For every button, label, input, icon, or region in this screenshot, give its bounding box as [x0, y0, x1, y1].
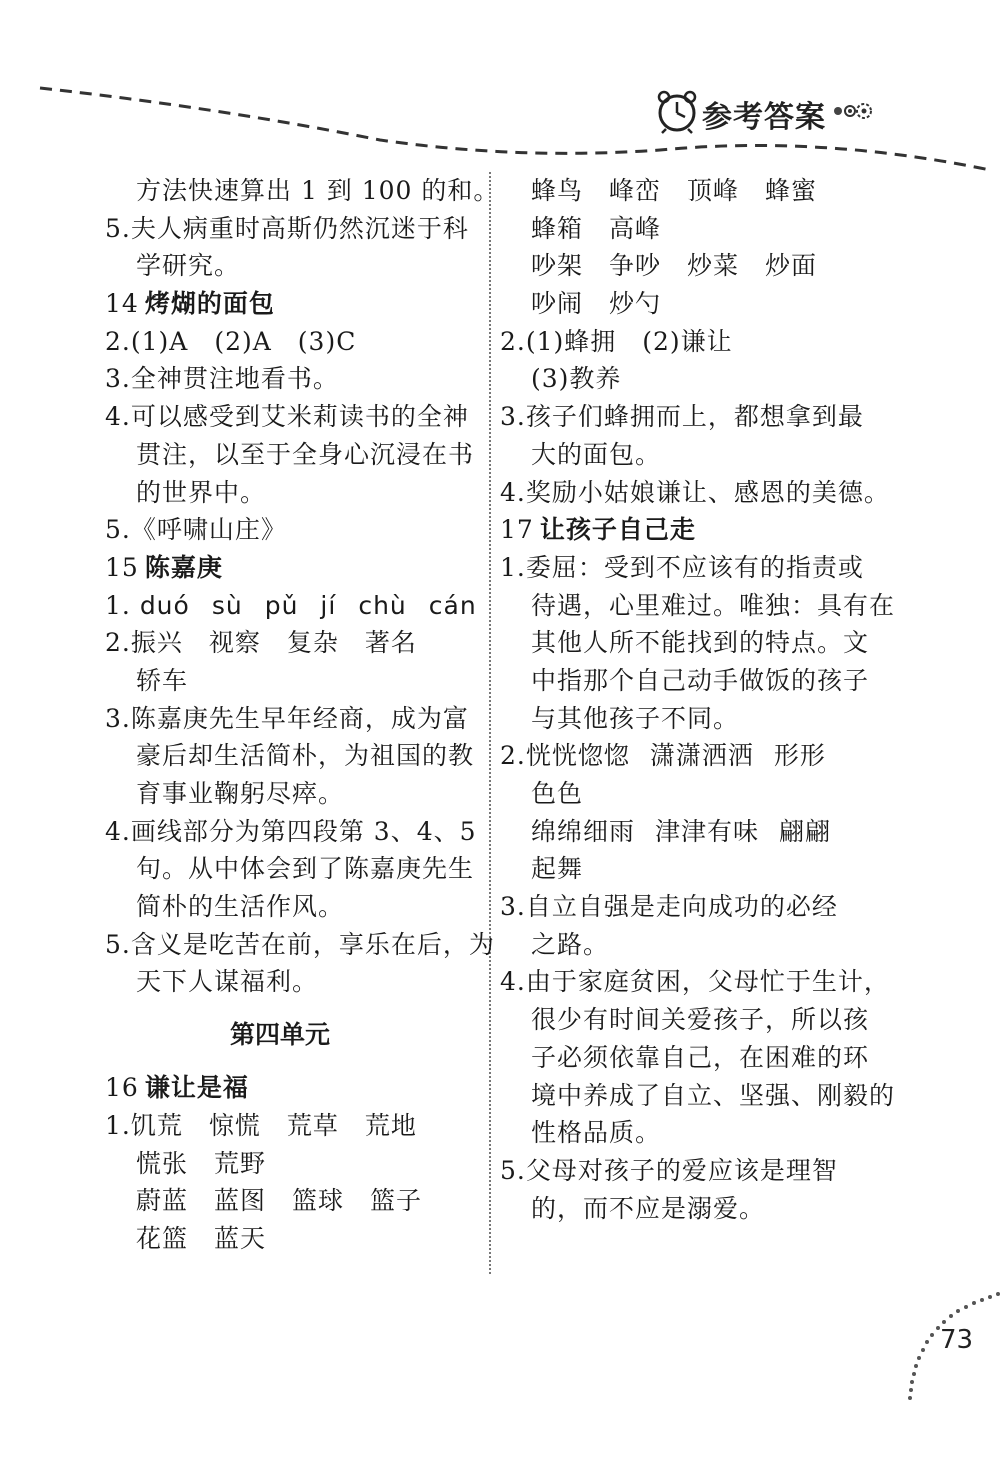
text-line: 子必须依靠自己，在困难的环 [531, 1042, 870, 1072]
word-line [105, 624, 475, 662]
word: 著名 [364, 628, 417, 658]
word-line [500, 737, 870, 775]
word: 炒菜 [687, 251, 740, 281]
word-line [105, 1145, 475, 1183]
lesson-heading-15 [105, 549, 475, 587]
pinyin: jí [320, 590, 337, 620]
text-line: 育事业鞠躬尽瘁。 [136, 779, 345, 808]
corner-dots-decoration [900, 1290, 1000, 1450]
word: 花篮 [136, 1223, 189, 1253]
lesson-title: 烤煳的面包 [144, 289, 275, 319]
word: 高峰 [609, 213, 662, 243]
lesson-number: 16 [105, 1073, 139, 1103]
text-line: 方法快速算出 1 到 100 的和。 [136, 176, 500, 205]
text-line: 与其他孩子不同。 [531, 703, 740, 733]
text-line: 2.(1)蜂拥 (2)谦让 [500, 326, 733, 356]
word: 荒草 [286, 1110, 339, 1140]
word: 吵闹 [531, 289, 584, 319]
text-line: 句。从中体会到了陈嘉庚先生 [136, 854, 475, 884]
text-line: 4.画线部分为第四段第 3、4、5 [105, 816, 477, 846]
text-line: 性格品质。 [531, 1118, 662, 1148]
lesson-heading-14 [105, 285, 475, 323]
text-line: 的世界中。 [136, 477, 267, 507]
item-label: 1. [105, 1110, 131, 1140]
lesson-title: 谦让是福 [144, 1073, 249, 1103]
pinyin: chù [358, 590, 407, 620]
word: 炒勺 [609, 289, 662, 319]
text-line: 轿车 [136, 665, 189, 695]
text-line: 起舞 [531, 854, 584, 884]
text-line: 2.(1)A (2)A (3)C [105, 326, 357, 356]
pinyin: pǔ [264, 590, 299, 620]
text-line: 色色 [531, 779, 584, 808]
text-line: 3.自立自强是走向成功的必经 [500, 892, 838, 922]
word: 吵架 [531, 251, 584, 281]
word: 篮子 [370, 1186, 423, 1216]
word-line [500, 172, 870, 210]
word: 顶峰 [687, 176, 740, 205]
clock-icon [654, 88, 700, 134]
text-line: 天下人谋福利。 [136, 967, 319, 997]
text-line: 豪后却生活简朴，为祖国的教 [136, 741, 475, 771]
text-line: (3)教养 [531, 364, 622, 394]
word: 潇潇洒洒 [649, 741, 754, 771]
unit-title: 第四单元 [229, 1020, 330, 1050]
text-line: 境中养成了自立、坚强、刚毅的 [531, 1080, 896, 1110]
text-line: 中指那个自己动手做饭的孩子 [531, 665, 870, 695]
word: 恍恍惚惚 [525, 741, 630, 771]
text-line: 的，而不应是溺爱。 [531, 1193, 766, 1223]
flower-icon [828, 96, 876, 126]
lesson-number: 14 [105, 289, 139, 319]
text-line: 很少有时间关爱孩子，所以孩 [531, 1005, 870, 1035]
right-column [500, 172, 896, 1227]
word-line [500, 247, 870, 285]
text-line: 4.可以感受到艾米莉读书的全神 [105, 402, 469, 432]
pinyin: cán [428, 590, 477, 620]
word-line [105, 1107, 475, 1145]
word: 视察 [208, 628, 261, 658]
item-label: 2. [105, 628, 131, 658]
word: 慌张 [136, 1148, 189, 1178]
lesson-number: 15 [105, 552, 139, 582]
word-line [500, 813, 870, 851]
pinyin: duó [139, 590, 190, 620]
text-line: 待遇，心里难过。唯独：具有在 [531, 590, 896, 620]
word: 蜂鸟 [531, 176, 584, 205]
word: 复杂 [286, 628, 339, 658]
word: 翩翩 [779, 816, 832, 846]
pinyin: sù [211, 590, 243, 620]
word: 蓝图 [214, 1186, 267, 1216]
lesson-number: 17 [500, 515, 534, 545]
text-line: 之路。 [531, 929, 610, 959]
word: 炒面 [765, 251, 818, 281]
text-line: 5.父母对孩子的爱应该是理智 [500, 1155, 838, 1185]
word: 荒野 [214, 1148, 267, 1178]
text-line: 3.全神贯注地看书。 [105, 364, 339, 394]
word: 蔚蓝 [136, 1186, 189, 1216]
text-line: 3.陈嘉庚先生早年经商，成为富 [105, 703, 469, 733]
lesson-heading-17 [500, 511, 870, 549]
word: 争吵 [609, 251, 662, 281]
word: 振兴 [130, 628, 183, 658]
pinyin-line [105, 587, 475, 625]
word: 惊慌 [208, 1110, 261, 1140]
text-line: 5.夫人病重时高斯仍然沉迷于科 [105, 213, 469, 243]
text-line: 学研究。 [136, 251, 241, 281]
word: 饥荒 [130, 1110, 183, 1140]
word-line [500, 285, 870, 323]
word: 蓝天 [214, 1223, 267, 1253]
text-line: 5.《呼啸山庄》 [105, 515, 287, 545]
page-number: 73 [940, 1325, 974, 1355]
column-divider [489, 172, 491, 1274]
text-line: 5.含义是吃苦在前，享乐在后，为 [105, 929, 495, 959]
word: 绵绵细雨 [531, 816, 636, 846]
text-line: 3.孩子们蜂拥而上，都想拿到最 [500, 402, 864, 432]
text-line: 4.奖励小姑娘谦让、感恩的美德。 [500, 477, 890, 507]
text-line: 1.委屈：受到不应该有的指责或 [500, 552, 864, 582]
word-line [105, 1182, 475, 1220]
text-line: 其他人所不能找到的特点。文 [531, 628, 870, 658]
item-label: 1. [105, 590, 131, 620]
left-column [105, 172, 500, 1258]
lesson-title: 陈嘉庚 [144, 552, 223, 582]
word: 形形 [773, 741, 826, 771]
word: 荒地 [364, 1110, 417, 1140]
text-line: 大的面包。 [531, 439, 662, 469]
word: 津津有味 [655, 816, 760, 846]
text-line: 简朴的生活作风。 [136, 892, 345, 922]
text-line: 贯注，以至于全身心沉浸在书 [136, 439, 475, 469]
word: 篮球 [292, 1186, 345, 1216]
lesson-heading-16 [105, 1069, 475, 1107]
text-line: 4.由于家庭贫困，父母忙于生计， [500, 967, 890, 997]
word: 峰峦 [609, 176, 662, 205]
word-line [105, 1220, 475, 1258]
header-title: 参考答案 [702, 100, 826, 135]
lesson-title: 让孩子自己走 [539, 515, 696, 545]
item-label: 2. [500, 741, 526, 771]
word: 蜂蜜 [765, 176, 818, 205]
word-line [500, 210, 870, 248]
word: 蜂箱 [531, 213, 584, 243]
